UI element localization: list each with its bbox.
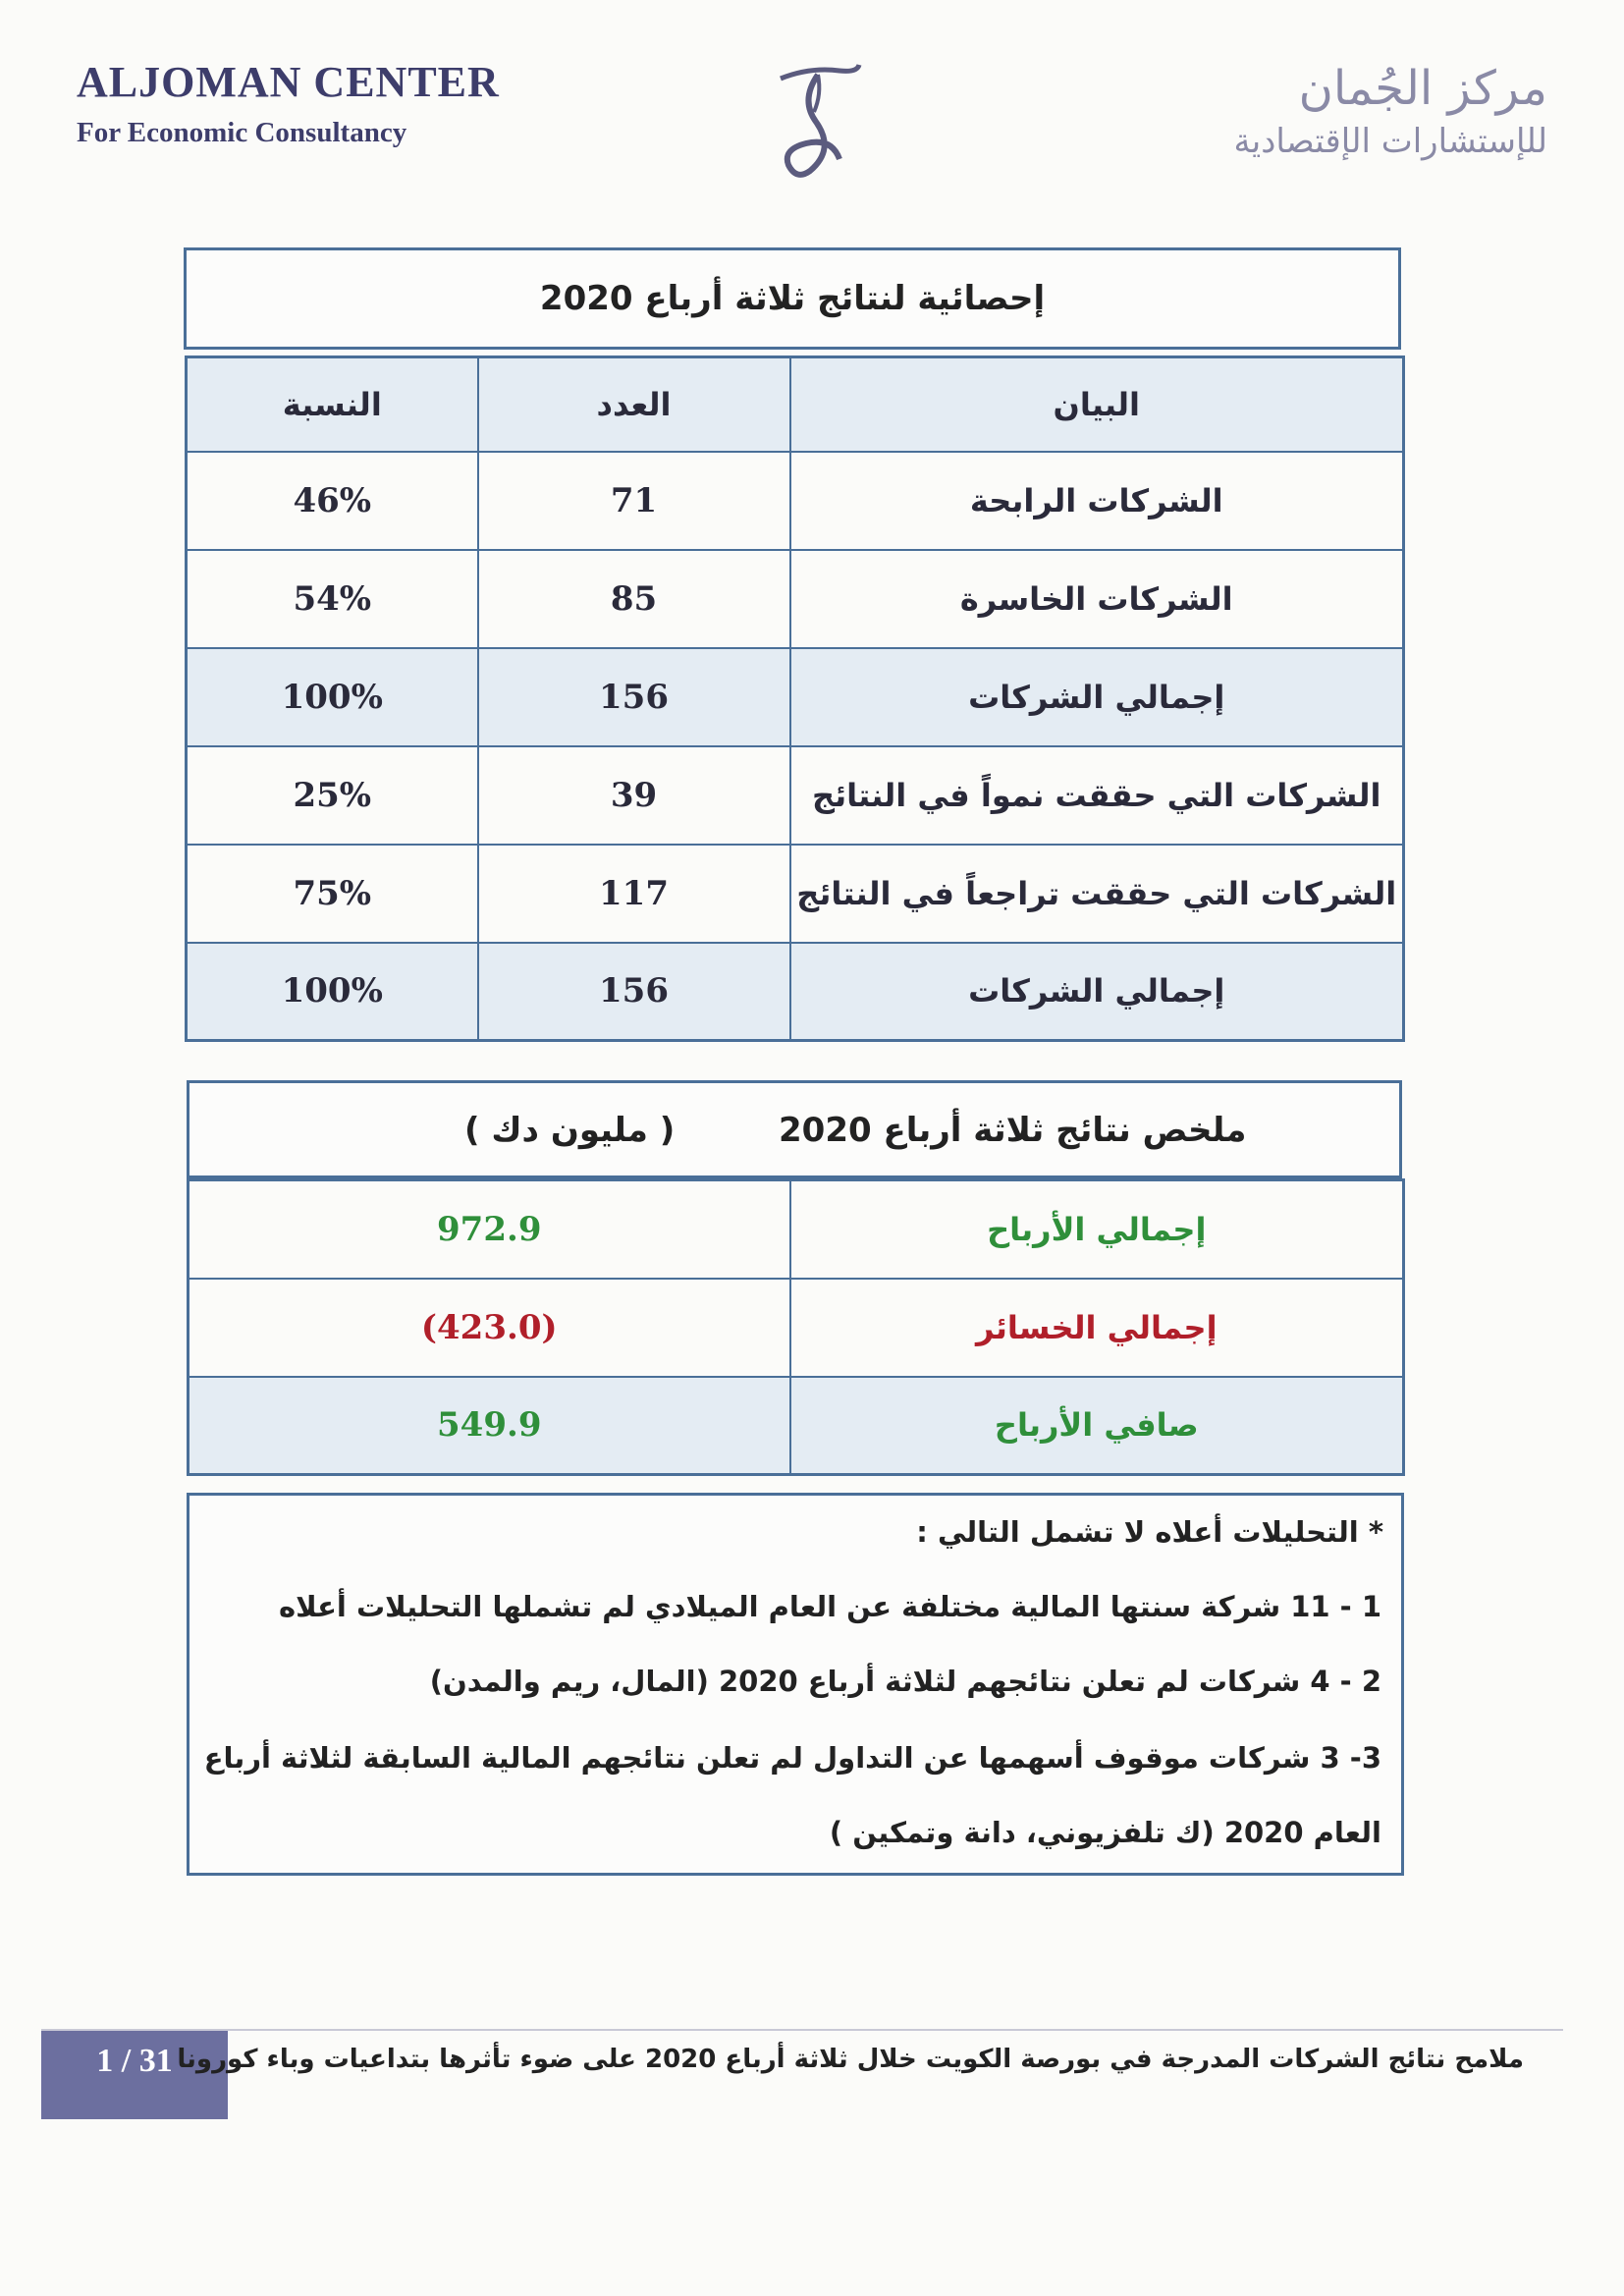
note-item: 3- 3 شركات موقوف أسهمها عن التداول لم تعلن نتائجهم المالية السابقة لثلاثة أرباع	[203, 1741, 1381, 1775]
label-cell: إجمالي الشركات	[790, 943, 1404, 1041]
summary-row	[189, 1279, 1404, 1377]
pct-cell: 100%	[187, 943, 478, 1041]
col-header-pct: النسبة	[187, 357, 478, 452]
net-profit-label: صافي الأرباح	[790, 1377, 1404, 1475]
arabic-header	[1234, 61, 1547, 161]
table-row	[187, 746, 1404, 845]
col-header-count: العدد	[478, 357, 790, 452]
profit-value: 972.9	[189, 1180, 790, 1279]
table-row-total	[187, 943, 1404, 1041]
table-row	[187, 550, 1404, 648]
company-name-en: ALJOMAN CENTER	[77, 58, 500, 106]
count-cell: 85	[478, 550, 790, 648]
table-row	[187, 452, 1404, 550]
profit-label: إجمالي الأرباح	[790, 1180, 1404, 1279]
count-cell: 117	[478, 845, 790, 943]
pct-cell: 46%	[187, 452, 478, 550]
note-item: 2 - 4 شركات لم تعلن نتائجهم لثلاثة أرباع 2020 (المال، ريم والمدن)	[429, 1665, 1381, 1698]
count-cell: 39	[478, 746, 790, 845]
net-profit-value: 549.9	[189, 1377, 790, 1475]
pct-cell: 54%	[187, 550, 478, 648]
stats-title: إحصائية لنتائج ثلاثة أرباع 2020	[539, 279, 1046, 318]
stats-table	[185, 355, 1405, 1042]
count-cell: 156	[478, 943, 790, 1041]
company-name-ar: مركز الجُمان	[1298, 61, 1547, 116]
summary-row	[189, 1180, 1404, 1279]
summary-title-box	[187, 1080, 1402, 1178]
notes-intro: * التحليلات أعلاه لا تشمل التالي :	[916, 1515, 1383, 1549]
note-item: العام 2020 (ك تلفزيوني، دانة وتمكين )	[829, 1816, 1381, 1849]
pct-cell: 75%	[187, 845, 478, 943]
loss-label: إجمالي الخسائر	[790, 1279, 1404, 1377]
summary-unit: ( مليون دك )	[464, 1111, 676, 1150]
stats-header-row	[187, 357, 1404, 452]
summary-table	[187, 1178, 1405, 1476]
label-cell: إجمالي الشركات	[790, 648, 1404, 746]
label-cell: الشركات التي حققت تراجعاً في النتائج	[790, 845, 1404, 943]
footer-divider	[41, 2029, 1563, 2031]
english-header	[77, 57, 500, 149]
pct-cell: 100%	[187, 648, 478, 746]
count-cell: 156	[478, 648, 790, 746]
company-subtitle-en: For Economic Consultancy	[77, 117, 407, 148]
footer-caption: ملامح نتائج الشركات المدرجة في بورصة الكويت خلال ثلاثة أرباع 2020 على ضوء تأثرها بتداعيات وباء كورونا	[177, 2045, 1524, 2074]
label-cell: الشركات الخاسرة	[790, 550, 1404, 648]
summary-title: ملخص نتائج ثلاثة أرباع 2020	[779, 1111, 1247, 1150]
table-row-total	[187, 648, 1404, 746]
table-row	[187, 845, 1404, 943]
notes-box	[187, 1493, 1404, 1876]
label-cell: الشركات الرابحة	[790, 452, 1404, 550]
pct-cell: 25%	[187, 746, 478, 845]
aljoman-logo-icon	[771, 61, 864, 184]
note-item: 1 - 11 شركة سنتها المالية مختلفة عن العام الميلادي لم تشملها التحليلات أعلاه	[278, 1590, 1381, 1623]
loss-value: (423.0)	[189, 1279, 790, 1377]
stats-title-box	[184, 247, 1401, 350]
label-cell: الشركات التي حققت نمواً في النتائج	[790, 746, 1404, 845]
page-number-badge: 1 / 31	[41, 2031, 228, 2119]
summary-row-net	[189, 1377, 1404, 1475]
count-cell: 71	[478, 452, 790, 550]
col-header-label: البيان	[790, 357, 1404, 452]
company-subtitle-ar: للإستشارات الإقتصادية	[1233, 122, 1547, 161]
